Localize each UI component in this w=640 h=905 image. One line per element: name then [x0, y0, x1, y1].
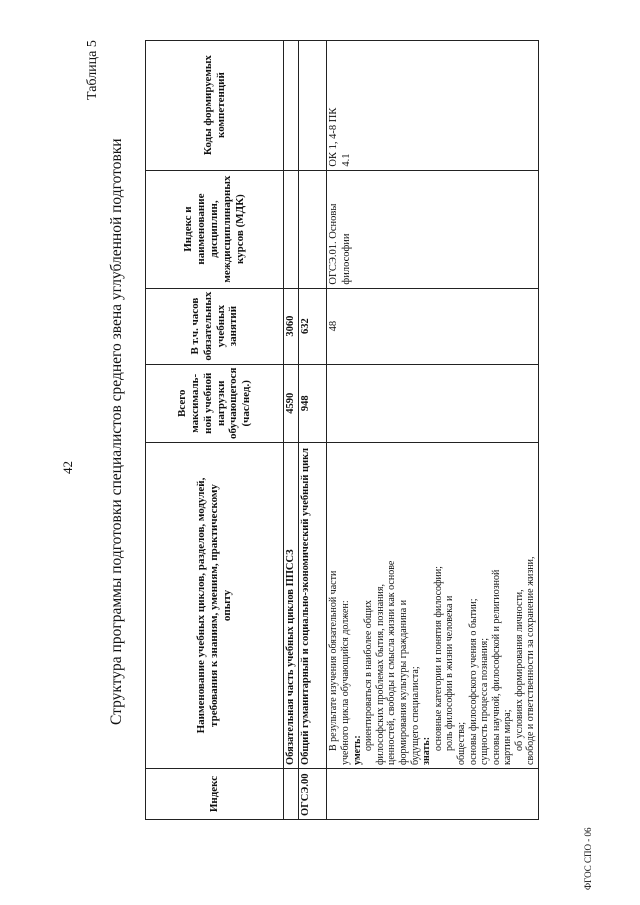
content-line: картин мира;	[502, 709, 514, 765]
content-line: основы научной, философской и религиозной	[490, 569, 502, 765]
row-index: ОГСЭ.00	[299, 769, 327, 820]
content-line: сущность процесса познания;	[479, 638, 491, 765]
content-line: В результате изучения обязательной части	[328, 570, 340, 751]
content-line: ценностей, свободы и смысла жизни как основе	[386, 560, 398, 765]
content-line: учебного цикла обучающийся должен:	[339, 600, 351, 765]
content-line: формирования культуры гражданина и	[397, 599, 409, 765]
structure-table	[145, 40, 539, 820]
table-row	[299, 40, 327, 819]
row-total: 4590	[284, 364, 299, 442]
header-row	[146, 40, 284, 819]
row-hours: 48	[327, 288, 539, 364]
row-hours: 632	[299, 288, 327, 364]
header-mandatory: В т.ч. часов обязательных учебных занятий	[146, 288, 284, 364]
content-line: общества;	[455, 721, 467, 765]
row-hours: 3060	[284, 288, 299, 364]
header-codes: Коды формируемых компетенций	[146, 40, 284, 170]
content-line: знать:	[421, 736, 433, 765]
page-number: 42	[60, 461, 75, 474]
content-line: ориентироваться в наиболее общих	[363, 600, 375, 751]
content-line: основные категории и понятия философии;	[432, 566, 444, 751]
row-name: Обязательная часть учебных циклов ППССЗ	[284, 443, 299, 769]
table-row	[284, 40, 299, 819]
row-content	[327, 443, 539, 769]
header-total: Всего максималь-ной учебной нагрузки обучающегося (час/нед.)	[146, 364, 284, 442]
header-discipline: Индекс и наименование дисциплин, междисциплинарных курсов (МДК)	[146, 170, 284, 288]
header-name: Наименование учебных циклов, разделов, модулей, требования к знаниям, умениям, практическому опыту	[146, 443, 284, 769]
table-label: Таблица 5	[85, 40, 100, 100]
row-codes: ОК 1, 4-8 ПК 4.1	[327, 40, 539, 170]
content-line: уметь:	[351, 735, 363, 765]
page-title: Структура программы подготовки специалистов среднего звена углубленной подготовки	[108, 138, 125, 725]
content-line: роль философии в жизни человека и	[444, 595, 456, 751]
header-index: Индекс	[146, 769, 284, 820]
content-line: об условиях формирования личности,	[513, 589, 525, 751]
content-line: философских проблемах бытия, познания,	[374, 584, 386, 765]
content-line: будущего специалиста;	[409, 666, 421, 765]
row-total: 948	[299, 364, 327, 442]
table-row	[327, 40, 539, 819]
row-name: Общий гуманитарный и социально-экономический учебный цикл	[299, 443, 327, 769]
content-line: основы философского учения о бытии;	[467, 598, 479, 765]
row-discipline: ОГСЭ.01. Основы философии	[327, 170, 539, 288]
footer-code: ФГОС СПО - 06	[583, 827, 593, 890]
content-line: свободе и ответственности за сохранение жизни,	[525, 556, 537, 765]
